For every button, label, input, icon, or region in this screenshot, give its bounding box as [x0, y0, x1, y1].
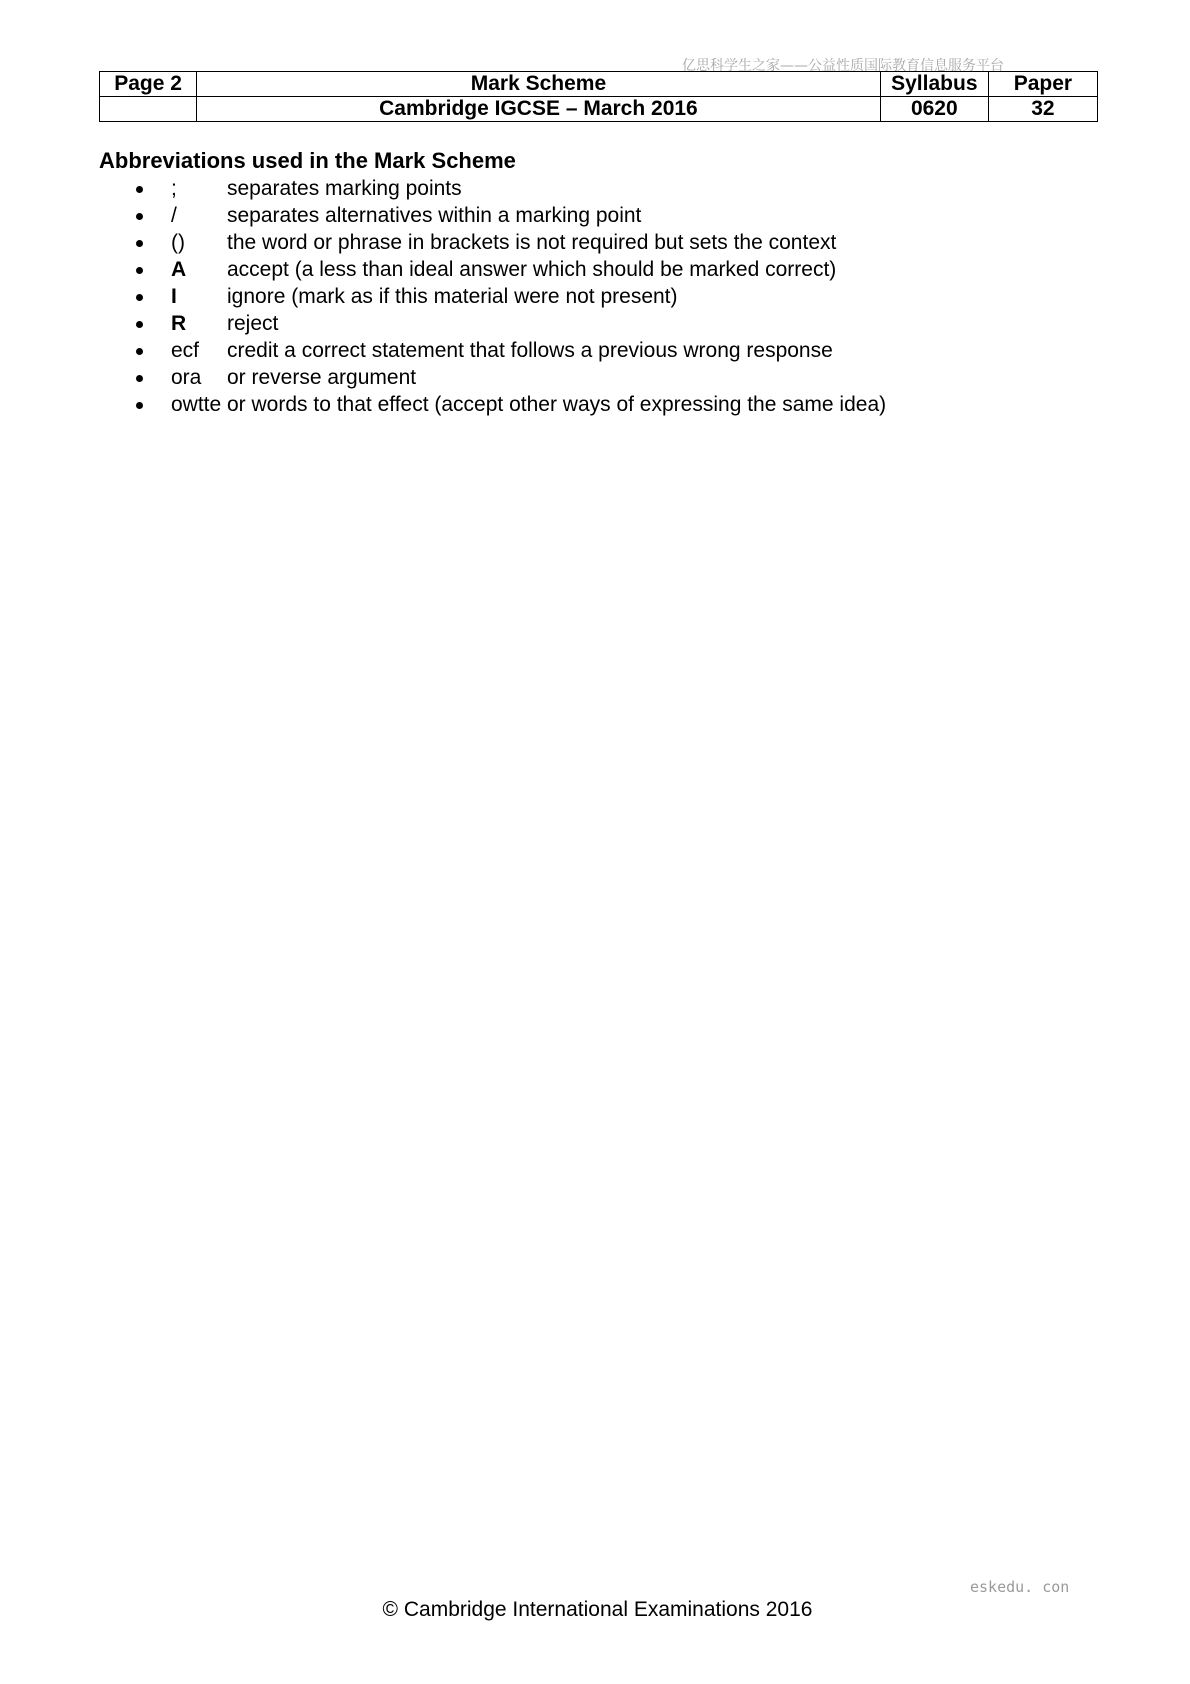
header-table [99, 71, 1098, 122]
header-row-1 [100, 72, 1098, 97]
abbreviation-meaning: ignore (mark as if this material were not present) [227, 285, 678, 308]
abbreviation-meaning: accept (a less than ideal answer which should be marked correct) [227, 258, 837, 281]
abbreviation: R [171, 312, 187, 335]
abbreviation-meaning: separates alternatives within a marking point [227, 204, 642, 227]
abbreviation-meaning: or reverse argument [227, 366, 417, 389]
abbreviation: owtte [171, 393, 222, 416]
abbreviation-meaning: credit a correct statement that follows a previous wrong response [227, 339, 833, 362]
abbreviation: / [171, 204, 177, 227]
watermark-bottom: eskedu. con [970, 1578, 1070, 1596]
abbreviation: ora [171, 366, 202, 389]
abbreviation: ; [171, 177, 177, 200]
exam-title: Cambridge IGCSE – March 2016 [197, 97, 881, 122]
abbreviation: A [171, 258, 187, 281]
copyright-footer: © Cambridge International Examinations 2016 [382, 1598, 813, 1621]
abbreviation: () [171, 231, 185, 254]
mark-scheme-heading: Mark Scheme [197, 72, 881, 97]
abbreviation-meaning: the word or phrase in brackets is not required but sets the context [227, 231, 837, 254]
abbreviation: ecf [171, 339, 200, 362]
abbreviation-meaning: separates marking points [227, 177, 462, 200]
syllabus-code: 0620 [880, 97, 988, 122]
header-row-2 [100, 97, 1098, 122]
syllabus-heading: Syllabus [880, 72, 988, 97]
abbreviation-meaning: reject [227, 312, 279, 335]
empty-cell [100, 97, 197, 122]
abbreviation: I [171, 285, 177, 308]
paper-heading: Paper [988, 72, 1097, 97]
abbreviations-title: Abbreviations used in the Mark Scheme [99, 148, 516, 173]
abbreviation-meaning: or words to that effect (accept other ways of expressing the same idea) [227, 393, 887, 416]
paper-number: 32 [988, 97, 1097, 122]
watermark-top: 亿思科学生之家——公益性质国际教育信息服务平台 [682, 58, 1004, 74]
page-number: Page 2 [100, 72, 197, 97]
